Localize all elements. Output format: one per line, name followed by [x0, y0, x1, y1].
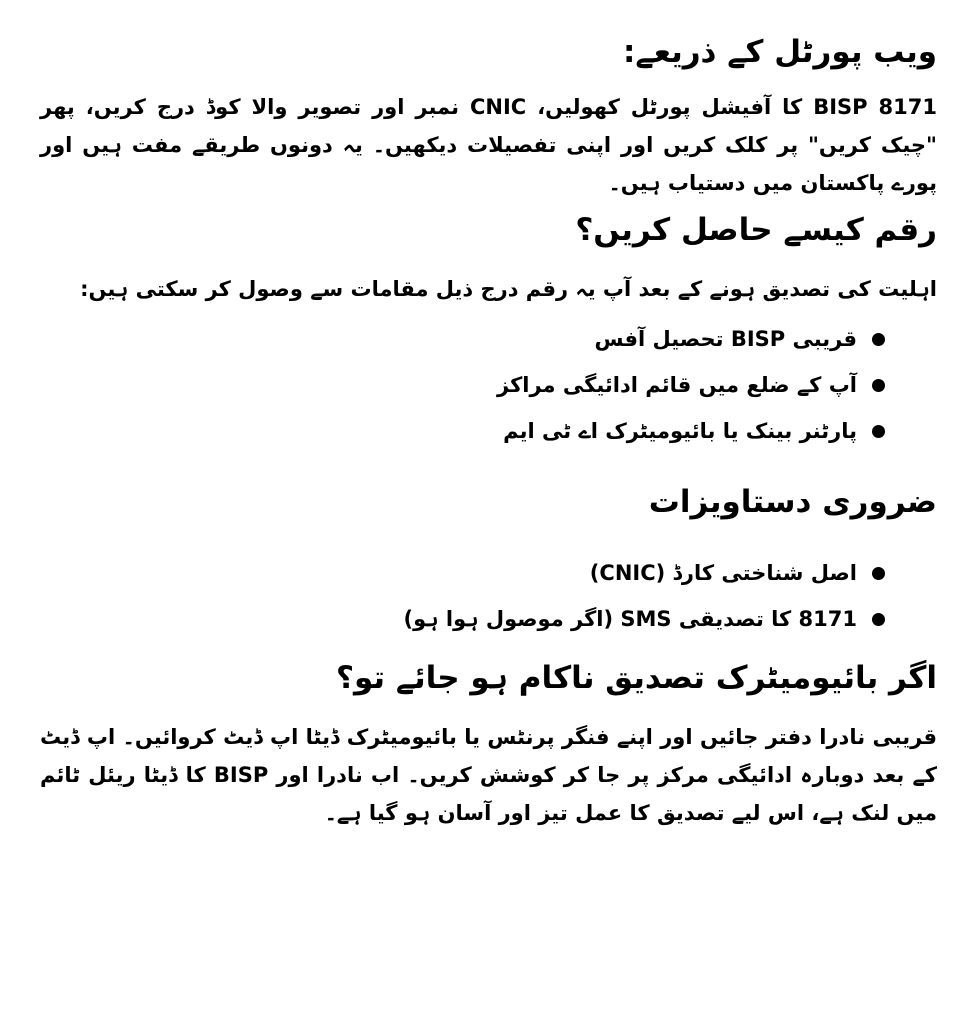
biometric-failure-paragraph: قریبی نادرا دفتر جائیں اور اپنے فنگر پرنٹس یا بائیومیٹرک ڈیٹا اپ ڈیٹ کروائیں۔ اپ ڈیٹ کے بعد دوبارہ ادائیگی مرکز پر جا کر کوشش کریں۔ اب نادرا اور BISP کا ڈیٹا ریئل ٹائم میں لنک ہے، اس لیے تصدیق کا عمل تیز اور آسان ہو گیا ہے۔	[40, 725, 937, 825]
bullet-icon	[872, 425, 885, 438]
receive-money-intro: اہلیت کی تصدیق ہونے کے بعد آپ یہ رقم درج ذیل مقامات سے وصول کر سکتی ہیں:	[80, 277, 937, 301]
bullet-icon	[872, 379, 885, 392]
receive-money-heading: رقم کیسے حاصل کریں؟	[575, 212, 937, 248]
payment-locations-list	[40, 316, 937, 454]
list-item-text: پارٹنر بینک یا بائیومیٹرک اے ٹی ایم	[503, 419, 857, 443]
list-item-text: آپ کے ضلع میں قائم ادائیگی مراکز	[497, 373, 857, 397]
documents-heading: ضروری دستاویزات	[648, 484, 937, 520]
list-item	[40, 596, 937, 642]
biometric-failure-heading: اگر بائیومیٹرک تصدیق ناکام ہو جائے تو؟	[335, 660, 937, 696]
bullet-icon	[872, 567, 885, 580]
list-item-text: 8171 کا تصدیقی SMS (اگر موصول ہوا ہو)	[403, 607, 857, 631]
bullet-icon	[872, 333, 885, 346]
list-item	[40, 362, 937, 408]
list-item	[40, 550, 937, 596]
documents-list	[40, 550, 937, 642]
web-portal-heading: ویب پورٹل کے ذریعے:	[623, 34, 937, 70]
list-item	[40, 408, 937, 454]
web-portal-paragraph: BISP 8171 کا آفیشل پورٹل کھولیں، CNIC نمبر اور تصویر والا کوڈ درج کریں، پھر "چیک کریں" پر کلک کریں اور اپنی تفصیلات دیکھیں۔ یہ دونوں طریقے مفت ہیں اور پورے پاکستان میں دستیاب ہیں۔	[40, 95, 938, 195]
list-item	[40, 316, 937, 362]
bullet-icon	[872, 613, 885, 626]
list-item-text: اصل شناختی کارڈ (CNIC)	[589, 561, 857, 585]
list-item-text: قریبی BISP تحصیل آفس	[594, 327, 857, 351]
